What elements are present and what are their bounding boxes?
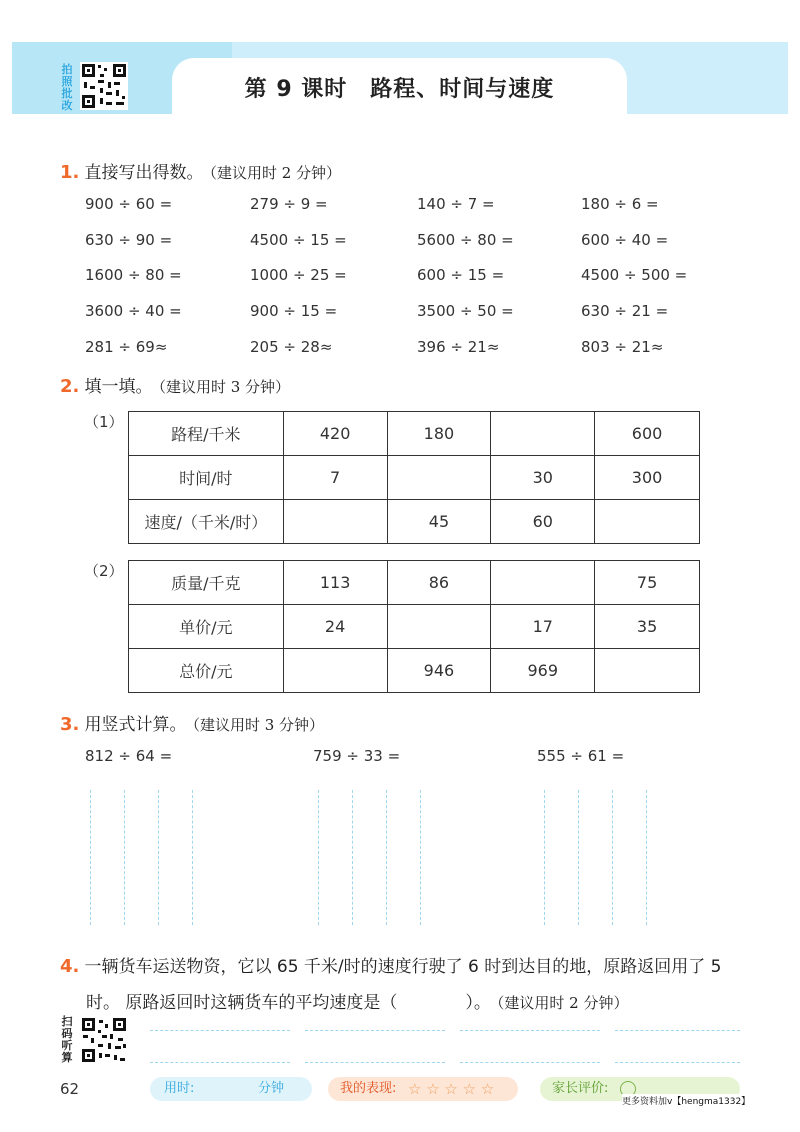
q1-item: 281 ÷ 69≈ (85, 338, 168, 356)
q3-heading (60, 710, 324, 735)
qr-code-top[interactable] (80, 62, 128, 110)
q1-item: 600 ÷ 15 = (417, 266, 505, 284)
performance-pill (328, 1077, 518, 1101)
q1-item: 1000 ÷ 25 = (250, 266, 347, 284)
table-cell: 45 (387, 500, 491, 544)
table-row (129, 412, 700, 456)
q1-item: 5600 ÷ 80 = (417, 231, 514, 249)
q2-text: 填一填。 (84, 377, 153, 397)
work-area-guide (192, 790, 193, 925)
answer-line[interactable] (305, 1062, 445, 1063)
table-cell-blank[interactable] (595, 649, 700, 693)
q1-item: 205 ÷ 28≈ (250, 338, 333, 356)
q3-hint: （建议用时 3 分钟） (192, 716, 325, 734)
photo-correct-label: 拍照批改 (61, 63, 73, 112)
star-rating[interactable]: ☆ ☆ ☆ ☆ ☆ (408, 1080, 495, 1098)
q1-item: 4500 ÷ 500 = (581, 266, 688, 284)
performance-label: 我的表现: (340, 1081, 397, 1096)
table-cell-blank[interactable] (491, 412, 595, 456)
q1-number: 1. (60, 162, 80, 183)
answer-line[interactable] (615, 1030, 740, 1031)
q1-item: 900 ÷ 15 = (250, 302, 338, 320)
table-row (129, 605, 700, 649)
q1-item: 600 ÷ 40 = (581, 231, 669, 249)
answer-line[interactable] (305, 1030, 445, 1031)
q4-line-2 (86, 988, 629, 1013)
table-cell: 单价/元 (129, 605, 284, 649)
time-unit: 分钟 (258, 1081, 285, 1096)
q4-number: 4. (60, 956, 80, 977)
answer-line[interactable] (150, 1030, 290, 1031)
q3-text: 用竖式计算。 (84, 715, 187, 735)
table-cell: 969 (491, 649, 595, 693)
work-area-guide (318, 790, 319, 925)
q1-heading (60, 158, 341, 183)
table-cell-blank[interactable] (283, 649, 387, 693)
q1-item: 3500 ÷ 50 = (417, 302, 514, 320)
q3-number: 3. (60, 714, 80, 735)
parent-review-label: 家长评价: (552, 1081, 609, 1096)
table-cell: 速度/（千米/时） (129, 500, 284, 544)
q1-item: 630 ÷ 90 = (85, 231, 173, 249)
q2-hint: （建议用时 3 分钟） (158, 378, 291, 396)
table-cell: 180 (387, 412, 491, 456)
answer-line[interactable] (460, 1062, 600, 1063)
table-cell: 420 (283, 412, 387, 456)
table-cell: 总价/元 (129, 649, 284, 693)
q2-part1-label: （1） (84, 413, 124, 431)
table-row (129, 500, 700, 544)
table-row (129, 561, 700, 605)
q1-item: 900 ÷ 60 = (85, 195, 173, 213)
q2-table-1 (128, 411, 700, 544)
q1-item: 396 ÷ 21≈ (417, 338, 500, 356)
q4-hint: （建议用时 2 分钟） (496, 994, 629, 1012)
table-cell: 60 (491, 500, 595, 544)
table-cell: 24 (283, 605, 387, 649)
work-area-guide (544, 790, 545, 925)
table-row (129, 649, 700, 693)
table-cell: 946 (387, 649, 491, 693)
q2-heading (60, 372, 290, 397)
q2-table-2 (128, 560, 700, 693)
qr-code-bottom[interactable] (80, 1016, 128, 1064)
work-area-guide (352, 790, 353, 925)
table-cell: 35 (595, 605, 700, 649)
answer-line[interactable] (150, 1062, 290, 1063)
table-cell-blank[interactable] (387, 605, 491, 649)
work-area-guide (646, 790, 647, 925)
q1-item: 803 ÷ 21≈ (581, 338, 664, 356)
table-cell: 7 (283, 456, 387, 500)
q1-item: 279 ÷ 9 = (250, 195, 328, 213)
work-area-guide (158, 790, 159, 925)
qr-code-icon (80, 1016, 128, 1064)
q1-item: 140 ÷ 7 = (417, 195, 495, 213)
work-area-guide (420, 790, 421, 925)
q3-problem: 759 ÷ 33 = (313, 747, 401, 765)
q1-item: 630 ÷ 21 = (581, 302, 669, 320)
table-cell: 30 (491, 456, 595, 500)
time-pill (150, 1077, 312, 1101)
q1-text: 直接写出得数。 (84, 163, 204, 183)
table-row (129, 456, 700, 500)
table-cell: 86 (387, 561, 491, 605)
qr-code-icon (80, 62, 128, 110)
q3-problem: 812 ÷ 64 = (85, 747, 173, 765)
table-cell: 113 (283, 561, 387, 605)
table-cell: 75 (595, 561, 700, 605)
q1-item: 1600 ÷ 80 = (85, 266, 182, 284)
table-cell: 600 (595, 412, 700, 456)
work-area-guide (124, 790, 125, 925)
q1-hint: （建议用时 2 分钟） (209, 164, 342, 182)
q3-problem: 555 ÷ 61 = (537, 747, 625, 765)
time-label: 用时: (164, 1081, 195, 1096)
q4-line-1 (60, 952, 760, 977)
work-area-guide (386, 790, 387, 925)
table-cell-blank[interactable] (491, 561, 595, 605)
work-area-guide (90, 790, 91, 925)
q1-item: 4500 ÷ 15 = (250, 231, 347, 249)
q2-number: 2. (60, 376, 80, 397)
table-cell-blank[interactable] (283, 500, 387, 544)
q1-item: 3600 ÷ 40 = (85, 302, 182, 320)
answer-line[interactable] (615, 1062, 740, 1063)
table-cell: 17 (491, 605, 595, 649)
table-cell: 时间/时 (129, 456, 284, 500)
answer-line[interactable] (460, 1030, 600, 1031)
work-area-guide (578, 790, 579, 925)
q2-part2-label: （2） (84, 562, 124, 580)
page-number: 62 (60, 1080, 80, 1098)
page-title: 第 9 课时 路程、时间与速度 (244, 77, 555, 102)
scan-listen-label: 扫码听算 (61, 1015, 73, 1064)
table-cell-blank[interactable] (595, 500, 700, 544)
q4-text-2: 时。 原路返回时这辆货车的平均速度是（ ）。 (86, 993, 491, 1013)
work-area-guide (612, 790, 613, 925)
table-cell: 质量/千克 (129, 561, 284, 605)
q4-text-1: 一辆货车运送物资，它以 65 千米/时的速度行驶了 6 时到达目的地，原路返回用了 5 (84, 957, 722, 977)
table-cell: 路程/千米 (129, 412, 284, 456)
watermark: 更多资料加v【hengma1332】 (622, 1094, 750, 1107)
table-cell-blank[interactable] (387, 456, 491, 500)
q1-item: 180 ÷ 6 = (581, 195, 659, 213)
table-cell: 300 (595, 456, 700, 500)
